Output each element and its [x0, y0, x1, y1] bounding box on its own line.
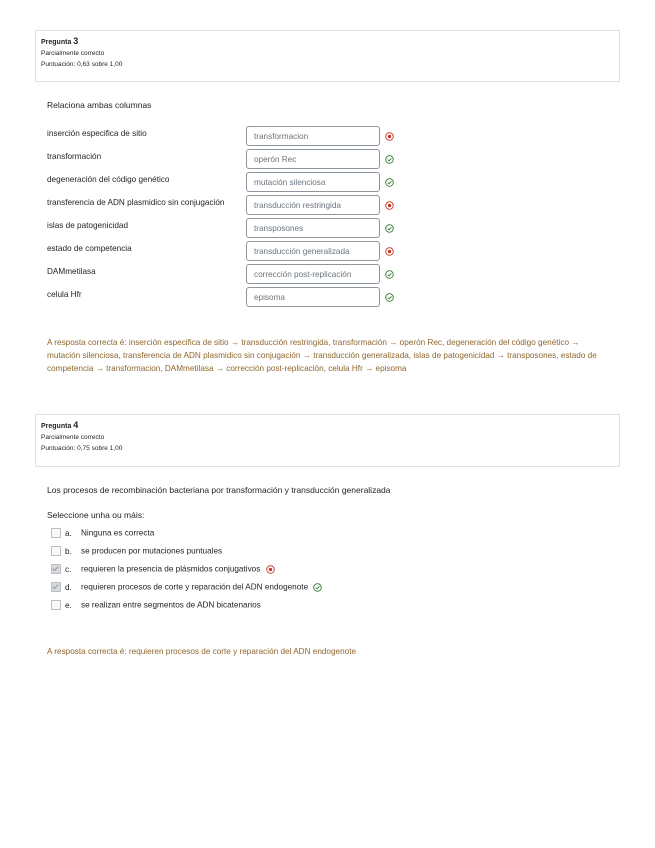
- option-letter: d.: [65, 582, 72, 592]
- option-text: requieren procesos de corte y reparación del ADN endogenote: [81, 582, 309, 592]
- question-4-number: [41, 420, 619, 432]
- option-checkbox[interactable]: [51, 582, 61, 592]
- x-circle-icon: [385, 201, 394, 210]
- question-3-info: [35, 30, 620, 82]
- match-stem: inserción especifica de sitio: [47, 129, 147, 138]
- check-circle-icon: [385, 178, 394, 187]
- match-row: [47, 241, 397, 261]
- option-text: requieren la presencia de plásmidos conjugativos: [81, 564, 261, 574]
- match-select[interactable]: operón Rec: [246, 149, 380, 169]
- question-3-number: [41, 36, 619, 48]
- match-row: [47, 287, 397, 307]
- match-row: [47, 149, 397, 169]
- match-select[interactable]: transformacion: [246, 126, 380, 146]
- check-circle-icon: [385, 224, 394, 233]
- match-stem: DAMmetilasa: [47, 267, 96, 276]
- match-row: [47, 172, 397, 192]
- x-circle-icon: [385, 247, 394, 256]
- match-row: [47, 218, 397, 238]
- x-circle-icon: [385, 132, 394, 141]
- question-number-value: 4: [73, 420, 79, 430]
- match-stem: transferencia de ADN plasmidico sin conjugación: [47, 198, 225, 207]
- option-text: Ninguna es correcta: [81, 528, 155, 538]
- match-stem: estado de competencia: [47, 244, 132, 253]
- question-4-prompt: Los procesos de recombinación bacteriana por transformación y transducción generalizada: [47, 485, 391, 495]
- match-stem: transformación: [47, 152, 102, 161]
- question-4-right-answer: A resposta correcta é: requieren procesos de corte y reparación del ADN endogenote: [47, 647, 357, 656]
- check-circle-icon: [385, 293, 394, 302]
- match-select[interactable]: mutación silenciosa: [246, 172, 380, 192]
- answer-option-e[interactable]: [51, 600, 261, 614]
- match-select[interactable]: episoma: [246, 287, 380, 307]
- option-letter: c.: [65, 564, 72, 574]
- answer-option-b[interactable]: [51, 546, 222, 560]
- option-checkbox[interactable]: [51, 600, 61, 610]
- match-stem: celula Hfr: [47, 290, 82, 299]
- match-row: [47, 264, 397, 284]
- option-letter: a.: [65, 528, 72, 538]
- match-stem: degeneración del código genético: [47, 175, 170, 184]
- check-circle-icon: [313, 583, 322, 592]
- option-text: se producen por mutaciones puntuales: [81, 546, 223, 556]
- match-select[interactable]: transducción generalizada: [246, 241, 380, 261]
- question-label: Pregunta: [41, 423, 72, 430]
- question-label: Pregunta: [41, 39, 72, 46]
- match-select[interactable]: transposones: [246, 218, 380, 238]
- question-4-grade: Puntuación: 0,75 sobre 1,00: [41, 445, 123, 452]
- match-select[interactable]: corrección post-replicación: [246, 264, 380, 284]
- question-number-value: 3: [73, 36, 79, 46]
- question-4-info: [35, 414, 620, 467]
- option-letter: e.: [65, 600, 72, 610]
- option-checkbox[interactable]: [51, 528, 61, 538]
- option-checkbox[interactable]: [51, 564, 61, 574]
- match-row: [47, 126, 397, 146]
- check-circle-icon: [385, 155, 394, 164]
- match-stem: islas de patogenicidad: [47, 221, 129, 230]
- answer-option-d[interactable]: [51, 582, 322, 596]
- question-3-state: Parcialmente correcto: [41, 50, 105, 57]
- option-checkbox[interactable]: [51, 546, 61, 556]
- option-text: se realizan entre segmentos de ADN bicatenarios: [81, 600, 261, 610]
- question-4-state: Parcialmente correcto: [41, 434, 105, 441]
- answer-option-a[interactable]: [51, 528, 154, 542]
- x-circle-icon: [266, 565, 275, 574]
- answer-option-c[interactable]: [51, 564, 275, 578]
- match-row: [47, 195, 397, 215]
- match-select[interactable]: transducción restringida: [246, 195, 380, 215]
- option-letter: b.: [65, 546, 72, 556]
- check-circle-icon: [385, 270, 394, 279]
- question-3-right-answer: A resposta correcta é: inserción especifica de sitio → transducción restringida, transformación → operón Rec, degeneración del código genético → mutación silenciosa, transferencia de ADN plasmidico sin conjugación → transducción generalizada, islas de patogenicidad → transposones, estado de competencia → transformacion, DAMmetilasa → corrección post-replicación, celula Hfr → episoma: [47, 338, 597, 373]
- question-3-grade: Puntuación: 0,63 sobre 1,00: [41, 61, 123, 68]
- question-3-prompt: Relaciona ambas columnas: [47, 100, 152, 110]
- question-4-instruction: Seleccione unha ou máis:: [47, 510, 145, 520]
